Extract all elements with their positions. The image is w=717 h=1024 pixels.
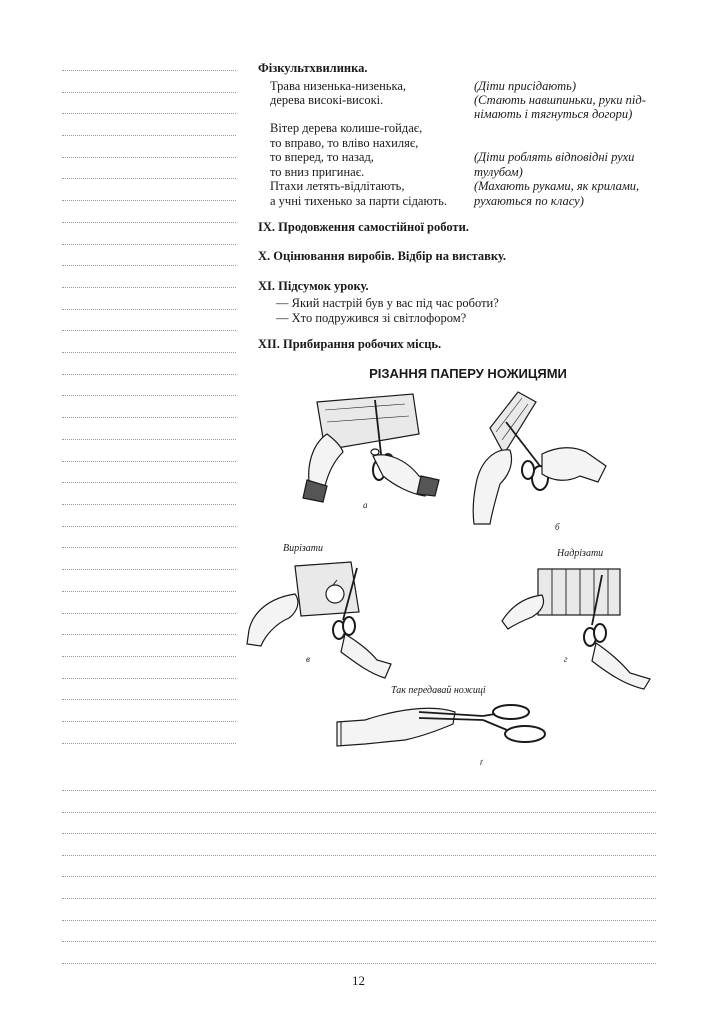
note-line	[62, 591, 236, 592]
note-line	[62, 963, 656, 964]
section-heading-9: IX. Продовження самостійної роботи.	[258, 220, 469, 234]
illustration-d	[500, 565, 660, 690]
summary-question: — Хто подружився зі світлофором?	[276, 311, 467, 325]
figure-letter: а	[363, 500, 368, 510]
note-line	[62, 941, 656, 942]
note-line	[62, 157, 236, 158]
note-line	[62, 920, 656, 921]
note-line	[62, 222, 236, 223]
note-line	[62, 265, 236, 266]
note-line	[62, 244, 236, 245]
section-heading-12: XII. Прибирання робочих місць.	[258, 337, 442, 351]
verse-line: то вперед, то назад,	[270, 150, 374, 164]
caption-pass-scissors: Так передавай ножиці	[391, 685, 486, 696]
note-line	[62, 699, 236, 700]
note-line	[62, 461, 236, 462]
caption-cut-out: Вирізати	[283, 543, 324, 554]
note-line	[62, 439, 236, 440]
figure-letter: б	[555, 522, 560, 532]
note-line	[62, 613, 236, 614]
illustration-a	[295, 390, 445, 510]
summary-question: — Який настрій був у вас під час роботи?	[276, 296, 499, 310]
note-line	[62, 417, 236, 418]
verse-line: а учні тихенько за парти сідають.	[270, 194, 447, 208]
note-line	[62, 309, 236, 310]
note-line	[62, 678, 236, 679]
note-line	[62, 855, 656, 856]
note-line	[62, 178, 236, 179]
note-line	[62, 482, 236, 483]
section-heading-10: X. Оцінювання виробів. Відбір на виставку.	[258, 249, 507, 263]
figure-letter: в	[306, 654, 310, 664]
figure-title: РІЗАННЯ ПАПЕРУ НОЖИЦЯМИ	[369, 366, 567, 381]
note-line	[62, 721, 236, 722]
illustration-e	[335, 700, 555, 760]
note-line	[62, 113, 236, 114]
note-line	[62, 395, 236, 396]
stage-direction: рухаються по класу)	[474, 194, 584, 208]
note-line	[62, 374, 236, 375]
stage-direction: (Діти присідають)	[474, 79, 577, 93]
stage-direction: німають і тягнуться догори)	[474, 107, 633, 121]
note-line	[62, 656, 236, 657]
verse-line: Вітер дерева колише-гойдає,	[270, 121, 423, 135]
note-line	[62, 135, 236, 136]
note-line	[62, 352, 236, 353]
stage-direction: (Діти роблять відповідні рухи	[474, 150, 635, 164]
caption-notch: Надрізати	[557, 548, 604, 559]
note-line	[62, 526, 236, 527]
stage-direction: (Махають руками, як крилами,	[474, 179, 640, 193]
page-number: 12	[352, 973, 365, 988]
verse-line: дерева високі-високі.	[270, 93, 384, 107]
warmup-title: Фізкультхвилинка.	[258, 61, 368, 75]
verse-line: Птахи летять-відлітають,	[270, 179, 405, 193]
illustration-c	[245, 560, 395, 680]
note-line	[62, 569, 236, 570]
note-line	[62, 547, 236, 548]
note-line	[62, 330, 236, 331]
stage-direction: (Стають навшпиньки, руки під-	[474, 93, 646, 107]
stage-direction: тулубом)	[474, 165, 523, 179]
note-line	[62, 898, 656, 899]
verse-line: Трава низенька-низенька,	[270, 79, 407, 93]
note-line	[62, 92, 236, 93]
note-line	[62, 790, 656, 791]
figure-letter: г	[564, 654, 568, 664]
note-line	[62, 812, 656, 813]
figure-letter: ґ	[480, 757, 483, 767]
note-line	[62, 634, 236, 635]
note-line	[62, 287, 236, 288]
note-line	[62, 200, 236, 201]
note-line	[62, 70, 236, 71]
verse-line: то вниз пригинає.	[270, 165, 365, 179]
note-line	[62, 743, 236, 744]
verse-line: то вправо, то вліво нахиляє,	[270, 136, 419, 150]
note-line	[62, 876, 656, 877]
section-heading-11: XI. Підсумок уроку.	[258, 279, 369, 293]
note-line	[62, 833, 656, 834]
illustration-b	[470, 388, 610, 528]
note-line	[62, 504, 236, 505]
